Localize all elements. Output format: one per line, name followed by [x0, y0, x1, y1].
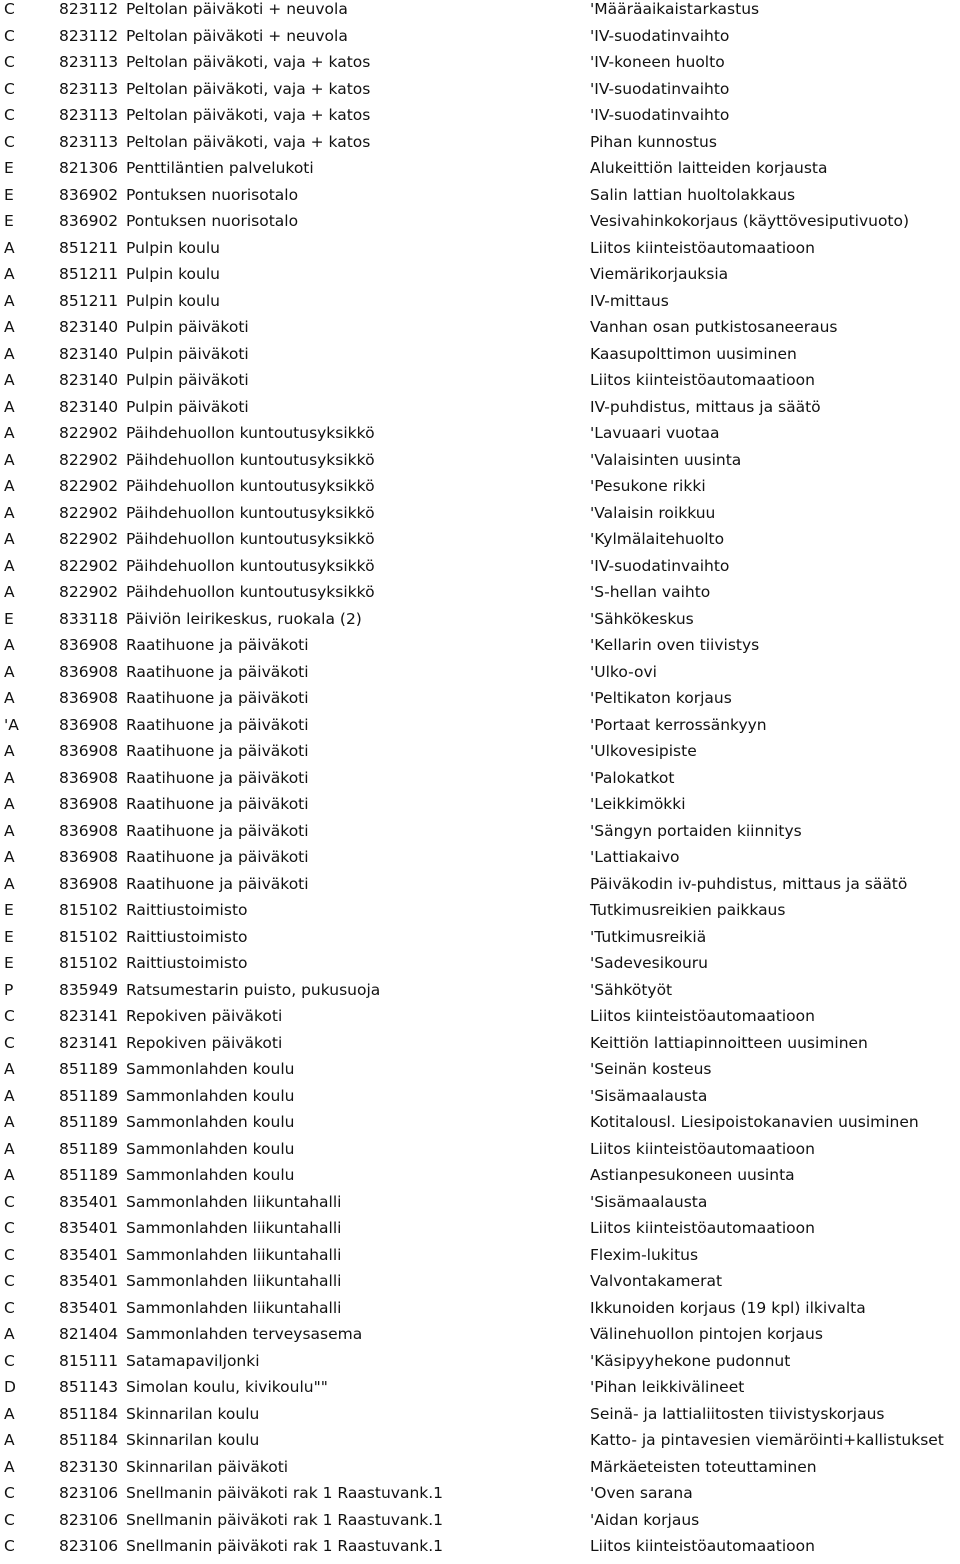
row-task-description: 'Lavuaari vuotaa [590, 424, 720, 442]
row-property-name: Päihdehuollon kuntoutusyksikkö [126, 477, 375, 495]
row-property-name: Peltolan päiväkoti + neuvola [126, 0, 348, 18]
row-property-name: Raatihuone ja päiväkoti [126, 742, 309, 760]
row-category-code: C [4, 1007, 15, 1025]
list-item [0, 106, 960, 133]
row-property-id: 821306 [59, 159, 119, 177]
row-property-id: 836902 [59, 212, 119, 230]
list-item [0, 159, 960, 186]
row-task-description: Flexim-lukitus [590, 1245, 699, 1264]
row-property-name: Snellmanin päiväkoti rak 1 Raastuvank.1 [126, 1484, 444, 1502]
row-property-name: Pontuksen nuorisotalo [126, 185, 299, 204]
list-item [0, 80, 960, 107]
row-task-description: IV-puhdistus, mittaus ja säätö [590, 397, 821, 416]
row-category-code: C [4, 1484, 15, 1502]
list-item [0, 1325, 960, 1352]
row-category-code: A [4, 689, 15, 707]
row-category-code: A [4, 848, 15, 866]
list-item [0, 1087, 960, 1114]
list-item [0, 1060, 960, 1087]
row-property-name: Pontuksen nuorisotalo [126, 212, 299, 230]
row-category-code: C [4, 0, 15, 18]
row-property-id: 851189 [59, 1166, 119, 1184]
row-task-description: 'Sadevesikouru [590, 954, 708, 972]
row-task-description: 'IV-suodatinvaihto [590, 26, 730, 45]
row-category-code: E [4, 609, 14, 628]
list-item [0, 186, 960, 213]
row-property-name: Peltolan päiväkoti, vaja + katos [126, 53, 371, 71]
list-item [0, 769, 960, 796]
row-property-name: Sammonlahden liikuntahalli [126, 1219, 342, 1237]
row-category-code: C [4, 1219, 15, 1237]
row-task-description: 'Pesukone rikki [590, 477, 706, 495]
row-category-code: A [4, 1139, 15, 1158]
list-item [0, 822, 960, 849]
row-category-code: E [4, 185, 14, 204]
row-property-id: 833118 [59, 609, 119, 628]
list-item [0, 1246, 960, 1273]
row-category-code: A [4, 742, 15, 760]
row-property-id: 836902 [59, 185, 119, 204]
row-property-name: Raittiustoimisto [126, 901, 248, 919]
row-task-description: 'IV-suodatinvaihto [590, 556, 730, 575]
row-category-code: A [4, 265, 15, 283]
list-item [0, 689, 960, 716]
row-property-id: 822902 [59, 530, 119, 548]
row-property-id: 836908 [59, 848, 119, 866]
row-property-name: Pulpin päiväkoti [126, 371, 249, 389]
row-property-name: Peltolan päiväkoti, vaja + katos [126, 132, 371, 151]
row-category-code: C [4, 1192, 15, 1211]
row-property-name: Päihdehuollon kuntoutusyksikkö [126, 556, 375, 575]
row-property-id: 851143 [59, 1378, 119, 1396]
list-item [0, 795, 960, 822]
row-property-id: 823106 [59, 1510, 119, 1529]
row-property-name: Pulpin koulu [126, 291, 220, 310]
row-property-id: 823141 [59, 1007, 119, 1025]
row-property-name: Raittiustoimisto [126, 927, 248, 946]
row-property-name: Raatihuone ja päiväkoti [126, 874, 309, 893]
row-property-id: 836908 [59, 874, 119, 893]
list-item [0, 477, 960, 504]
row-category-code: E [4, 927, 14, 946]
row-category-code: A [4, 450, 15, 469]
row-task-description: IV-mittaus [590, 291, 669, 310]
row-category-code: A [4, 1325, 15, 1343]
list-item [0, 265, 960, 292]
list-item [0, 1140, 960, 1167]
list-item [0, 504, 960, 531]
row-task-description: Liitos kiinteistöautomaatioon [590, 1139, 815, 1158]
row-task-description: Seinä- ja lattialiitosten tiivistyskorjaus [590, 1404, 885, 1423]
row-property-name: Sammonlahden koulu [126, 1086, 295, 1105]
row-property-id: 822902 [59, 503, 119, 522]
row-task-description: 'Pihan leikkivälineet [590, 1378, 745, 1396]
row-property-id: 815111 [59, 1351, 119, 1370]
row-property-id: 823140 [59, 344, 119, 363]
row-property-id: 823106 [59, 1537, 119, 1555]
list-item [0, 1193, 960, 1220]
row-category-code: C [4, 1510, 15, 1529]
list-item [0, 27, 960, 54]
row-property-name: Snellmanin päiväkoti rak 1 Raastuvank.1 [126, 1537, 444, 1555]
row-category-code: 'A [4, 715, 19, 734]
row-category-code: A [4, 477, 15, 495]
row-category-code: A [4, 318, 15, 336]
list-item [0, 1537, 960, 1564]
row-task-description: Keittiön lattiapinnoitteen uusiminen [590, 1033, 868, 1052]
row-property-name: Päiviön leirikeskus, ruokala (2) [126, 609, 362, 628]
row-category-code: A [4, 344, 15, 363]
row-property-name: Päihdehuollon kuntoutusyksikkö [126, 530, 375, 548]
list-item [0, 928, 960, 955]
row-property-id: 823140 [59, 397, 119, 416]
row-category-code: E [4, 159, 14, 177]
row-property-id: 822902 [59, 556, 119, 575]
list-item [0, 557, 960, 584]
row-property-name: Raatihuone ja päiväkoti [126, 689, 309, 707]
row-task-description: Kaasupolttimon uusiminen [590, 344, 797, 363]
row-task-description: Märkäeteisten toteuttaminen [590, 1457, 817, 1476]
row-task-description: 'Määräaikaistarkastus [590, 0, 760, 18]
row-category-code: A [4, 530, 15, 548]
row-property-name: Päihdehuollon kuntoutusyksikkö [126, 503, 375, 522]
row-category-code: A [4, 371, 15, 389]
list-item [0, 530, 960, 557]
list-item [0, 1484, 960, 1511]
list-item [0, 1113, 960, 1140]
row-task-description: 'Käsipyyhekone pudonnut [590, 1351, 791, 1370]
list-item [0, 212, 960, 239]
row-category-code: C [4, 53, 15, 71]
row-property-name: Sammonlahden liikuntahalli [126, 1192, 342, 1211]
row-property-id: 835949 [59, 980, 119, 999]
row-category-code: C [4, 106, 15, 124]
row-property-name: Penttiläntien palvelukoti [126, 159, 314, 177]
row-task-description: Päiväkodin iv-puhdistus, mittaus ja säätö [590, 874, 908, 893]
list-item [0, 716, 960, 743]
row-task-description: Salin lattian huoltolakkaus [590, 185, 796, 204]
row-property-id: 822902 [59, 583, 119, 601]
list-item [0, 318, 960, 345]
row-category-code: C [4, 1272, 15, 1290]
row-property-name: Raittiustoimisto [126, 954, 248, 972]
row-property-id: 836908 [59, 821, 119, 840]
row-category-code: C [4, 26, 15, 45]
row-property-id: 823140 [59, 318, 119, 336]
row-task-description: Pihan kunnostus [590, 132, 717, 151]
list-item [0, 451, 960, 478]
list-item [0, 1272, 960, 1299]
row-task-description: 'Valaisin roikkuu [590, 503, 716, 522]
list-item [0, 1352, 960, 1379]
row-task-description: 'Ulkovesipiste [590, 742, 697, 760]
row-property-name: Sammonlahden koulu [126, 1113, 295, 1131]
list-item [0, 954, 960, 981]
row-task-description: 'Tutkimusreikiä [590, 927, 707, 946]
row-property-id: 851211 [59, 291, 119, 310]
row-property-name: Peltolan päiväkoti + neuvola [126, 26, 348, 45]
row-task-description: 'Seinän kosteus [590, 1060, 712, 1078]
list-item [0, 1378, 960, 1405]
row-property-id: 836908 [59, 768, 119, 787]
row-category-code: A [4, 1431, 15, 1449]
list-item [0, 583, 960, 610]
row-task-description: 'Portaat kerrossänkyyn [590, 715, 767, 734]
row-task-description: 'Leikkimökki [590, 795, 686, 813]
row-property-id: 823106 [59, 1484, 119, 1502]
row-category-code: A [4, 1457, 15, 1476]
row-property-name: Raatihuone ja päiväkoti [126, 795, 309, 813]
row-category-code: P [4, 980, 14, 999]
row-property-id: 823112 [59, 26, 119, 45]
row-property-name: Repokiven päiväkoti [126, 1007, 283, 1025]
row-task-description: 'Valaisinten uusinta [590, 450, 742, 469]
row-task-description: 'IV-suodatinvaihto [590, 79, 730, 98]
row-property-id: 836908 [59, 742, 119, 760]
row-property-id: 836908 [59, 689, 119, 707]
row-task-description: Välinehuollon pintojen korjaus [590, 1325, 823, 1343]
list-item [0, 398, 960, 425]
row-task-description: 'Palokatkot [590, 768, 675, 787]
row-property-id: 822902 [59, 477, 119, 495]
row-property-id: 851189 [59, 1086, 119, 1105]
row-category-code: A [4, 1166, 15, 1184]
row-task-description: Valvontakamerat [590, 1272, 723, 1290]
row-category-code: A [4, 662, 15, 681]
row-task-description: Viemärikorjauksia [590, 265, 729, 283]
row-property-id: 851189 [59, 1113, 119, 1131]
row-property-name: Snellmanin päiväkoti rak 1 Raastuvank.1 [126, 1510, 444, 1529]
list-item [0, 610, 960, 637]
row-task-description: 'Sisämaalausta [590, 1086, 708, 1105]
list-item [0, 0, 960, 27]
list-item [0, 742, 960, 769]
row-property-id: 815102 [59, 954, 119, 972]
row-property-name: Skinnarilan päiväkoti [126, 1457, 289, 1476]
row-task-description: 'Ulko-ovi [590, 662, 657, 681]
list-item [0, 1458, 960, 1485]
row-property-id: 835401 [59, 1298, 119, 1317]
row-property-id: 851211 [59, 265, 119, 283]
row-category-code: C [4, 79, 15, 98]
row-property-name: Sammonlahden liikuntahalli [126, 1245, 342, 1264]
row-category-code: A [4, 503, 15, 522]
row-property-name: Sammonlahden terveysasema [126, 1325, 363, 1343]
list-item [0, 875, 960, 902]
row-property-name: Pulpin päiväkoti [126, 318, 249, 336]
row-property-id: 851184 [59, 1431, 119, 1449]
list-item [0, 1034, 960, 1061]
row-property-id: 851189 [59, 1139, 119, 1158]
row-task-description: 'Sisämaalausta [590, 1192, 708, 1211]
row-category-code: A [4, 583, 15, 601]
row-property-name: Päihdehuollon kuntoutusyksikkö [126, 583, 375, 601]
list-item [0, 371, 960, 398]
row-category-code: A [4, 821, 15, 840]
row-category-code: A [4, 874, 15, 893]
row-task-description: 'IV-suodatinvaihto [590, 106, 730, 124]
row-task-description: 'Sähkökeskus [590, 609, 694, 628]
row-property-name: Skinnarilan koulu [126, 1404, 260, 1423]
row-property-id: 823113 [59, 106, 119, 124]
list-item [0, 981, 960, 1008]
row-property-name: Raatihuone ja päiväkoti [126, 821, 309, 840]
row-property-id: 823112 [59, 0, 119, 18]
row-property-name: Raatihuone ja päiväkoti [126, 715, 309, 734]
row-task-description: 'Lattiakaivo [590, 848, 680, 866]
row-property-id: 815102 [59, 901, 119, 919]
row-task-description: 'Kellarin oven tiivistys [590, 636, 760, 654]
list-item [0, 345, 960, 372]
row-task-description: Astianpesukoneen uusinta [590, 1166, 795, 1184]
row-property-id: 836908 [59, 662, 119, 681]
row-category-code: E [4, 954, 14, 972]
row-property-id: 835401 [59, 1192, 119, 1211]
row-property-name: Raatihuone ja päiväkoti [126, 662, 309, 681]
row-property-name: Pulpin koulu [126, 238, 220, 257]
row-category-code: A [4, 1113, 15, 1131]
list-item [0, 663, 960, 690]
row-category-code: A [4, 1404, 15, 1423]
list-item [0, 1511, 960, 1538]
row-property-name: Sammonlahden koulu [126, 1166, 295, 1184]
row-category-code: C [4, 132, 15, 151]
list-item [0, 424, 960, 451]
row-task-description: Liitos kiinteistöautomaatioon [590, 1219, 815, 1237]
row-property-id: 815102 [59, 927, 119, 946]
row-task-description: Katto- ja pintavesien viemäröinti+kallistukset [590, 1431, 944, 1449]
row-property-id: 821404 [59, 1325, 119, 1343]
row-task-description: 'Sängyn portaiden kiinnitys [590, 821, 802, 840]
row-property-id: 822902 [59, 450, 119, 469]
list-item [0, 239, 960, 266]
list-item [0, 1405, 960, 1432]
list-item [0, 1007, 960, 1034]
row-task-description: 'Oven sarana [590, 1484, 693, 1502]
row-category-code: A [4, 556, 15, 575]
row-category-code: E [4, 212, 14, 230]
row-category-code: C [4, 1537, 15, 1555]
row-task-description: 'Kylmälaitehuolto [590, 530, 725, 548]
row-task-description: Alukeittiön laitteiden korjausta [590, 159, 828, 177]
row-category-code: A [4, 768, 15, 787]
row-task-description: 'Peltikaton korjaus [590, 689, 732, 707]
row-task-description: 'S-hellan vaihto [590, 583, 711, 601]
row-task-description: Tutkimusreikien paikkaus [590, 901, 786, 919]
list-item [0, 1299, 960, 1326]
row-category-code: A [4, 1060, 15, 1078]
row-property-name: Simolan koulu, kivikoulu"" [126, 1378, 328, 1396]
row-property-name: Satamapaviljonki [126, 1351, 260, 1370]
row-property-name: Sammonlahden liikuntahalli [126, 1298, 342, 1317]
row-property-id: 836908 [59, 795, 119, 813]
row-property-id: 823113 [59, 132, 119, 151]
row-property-name: Ratsumestarin puisto, pukusuoja [126, 980, 381, 999]
row-property-id: 835401 [59, 1245, 119, 1264]
row-property-id: 836908 [59, 636, 119, 654]
row-property-id: 822902 [59, 424, 119, 442]
list-item [0, 53, 960, 80]
list-item [0, 1219, 960, 1246]
row-property-id: 851211 [59, 238, 119, 257]
row-property-name: Pulpin koulu [126, 265, 220, 283]
row-category-code: C [4, 1351, 15, 1370]
list-item [0, 848, 960, 875]
row-category-code: C [4, 1245, 15, 1264]
row-property-id: 835401 [59, 1272, 119, 1290]
row-property-name: Pulpin päiväkoti [126, 344, 249, 363]
list-item [0, 1431, 960, 1458]
row-property-name: Pulpin päiväkoti [126, 397, 249, 416]
row-category-code: E [4, 901, 14, 919]
list-item [0, 133, 960, 160]
row-property-name: Skinnarilan koulu [126, 1431, 260, 1449]
row-category-code: C [4, 1298, 15, 1317]
row-property-id: 823113 [59, 53, 119, 71]
row-task-description: Liitos kiinteistöautomaatioon [590, 1007, 815, 1025]
row-property-name: Sammonlahden liikuntahalli [126, 1272, 342, 1290]
row-category-code: D [4, 1378, 16, 1396]
list-item [0, 636, 960, 663]
row-category-code: A [4, 636, 15, 654]
row-task-description: 'IV-koneen huolto [590, 53, 725, 71]
row-task-description: Vesivahinkokorjaus (käyttövesiputivuoto) [590, 212, 910, 230]
row-property-id: 851184 [59, 1404, 119, 1423]
row-property-name: Peltolan päiväkoti, vaja + katos [126, 106, 371, 124]
row-category-code: A [4, 1086, 15, 1105]
row-category-code: A [4, 238, 15, 257]
row-task-description: 'Aidan korjaus [590, 1510, 700, 1529]
row-task-description: Vanhan osan putkistosaneeraus [590, 318, 838, 336]
row-task-description: Kotitalousl. Liesipoistokanavien uusiminen [590, 1113, 919, 1131]
row-property-name: Raatihuone ja päiväkoti [126, 848, 309, 866]
row-property-name: Raatihuone ja päiväkoti [126, 636, 309, 654]
row-category-code: A [4, 397, 15, 416]
row-category-code: A [4, 291, 15, 310]
row-property-id: 823113 [59, 79, 119, 98]
list-item [0, 292, 960, 319]
list-item [0, 1166, 960, 1193]
row-category-code: A [4, 795, 15, 813]
list-item [0, 901, 960, 928]
row-property-name: Päihdehuollon kuntoutusyksikkö [126, 424, 375, 442]
row-task-description: Liitos kiinteistöautomaatioon [590, 1537, 815, 1555]
row-category-code: C [4, 1033, 15, 1052]
row-property-name: Raatihuone ja päiväkoti [126, 768, 309, 787]
row-property-id: 823140 [59, 371, 119, 389]
row-property-name: Repokiven päiväkoti [126, 1033, 283, 1052]
row-property-id: 823130 [59, 1457, 119, 1476]
row-task-description: Ikkunoiden korjaus (19 kpl) ilkivalta [590, 1298, 866, 1317]
row-category-code: A [4, 424, 15, 442]
row-task-description: 'Sähkötyöt [590, 980, 673, 999]
row-property-id: 851189 [59, 1060, 119, 1078]
row-property-name: Sammonlahden koulu [126, 1139, 295, 1158]
row-property-id: 835401 [59, 1219, 119, 1237]
row-task-description: Liitos kiinteistöautomaatioon [590, 371, 815, 389]
row-task-description: Liitos kiinteistöautomaatioon [590, 238, 815, 257]
row-property-name: Päihdehuollon kuntoutusyksikkö [126, 450, 375, 469]
row-property-id: 823141 [59, 1033, 119, 1052]
row-property-name: Peltolan päiväkoti, vaja + katos [126, 79, 371, 98]
row-property-id: 836908 [59, 715, 119, 734]
row-property-name: Sammonlahden koulu [126, 1060, 295, 1078]
